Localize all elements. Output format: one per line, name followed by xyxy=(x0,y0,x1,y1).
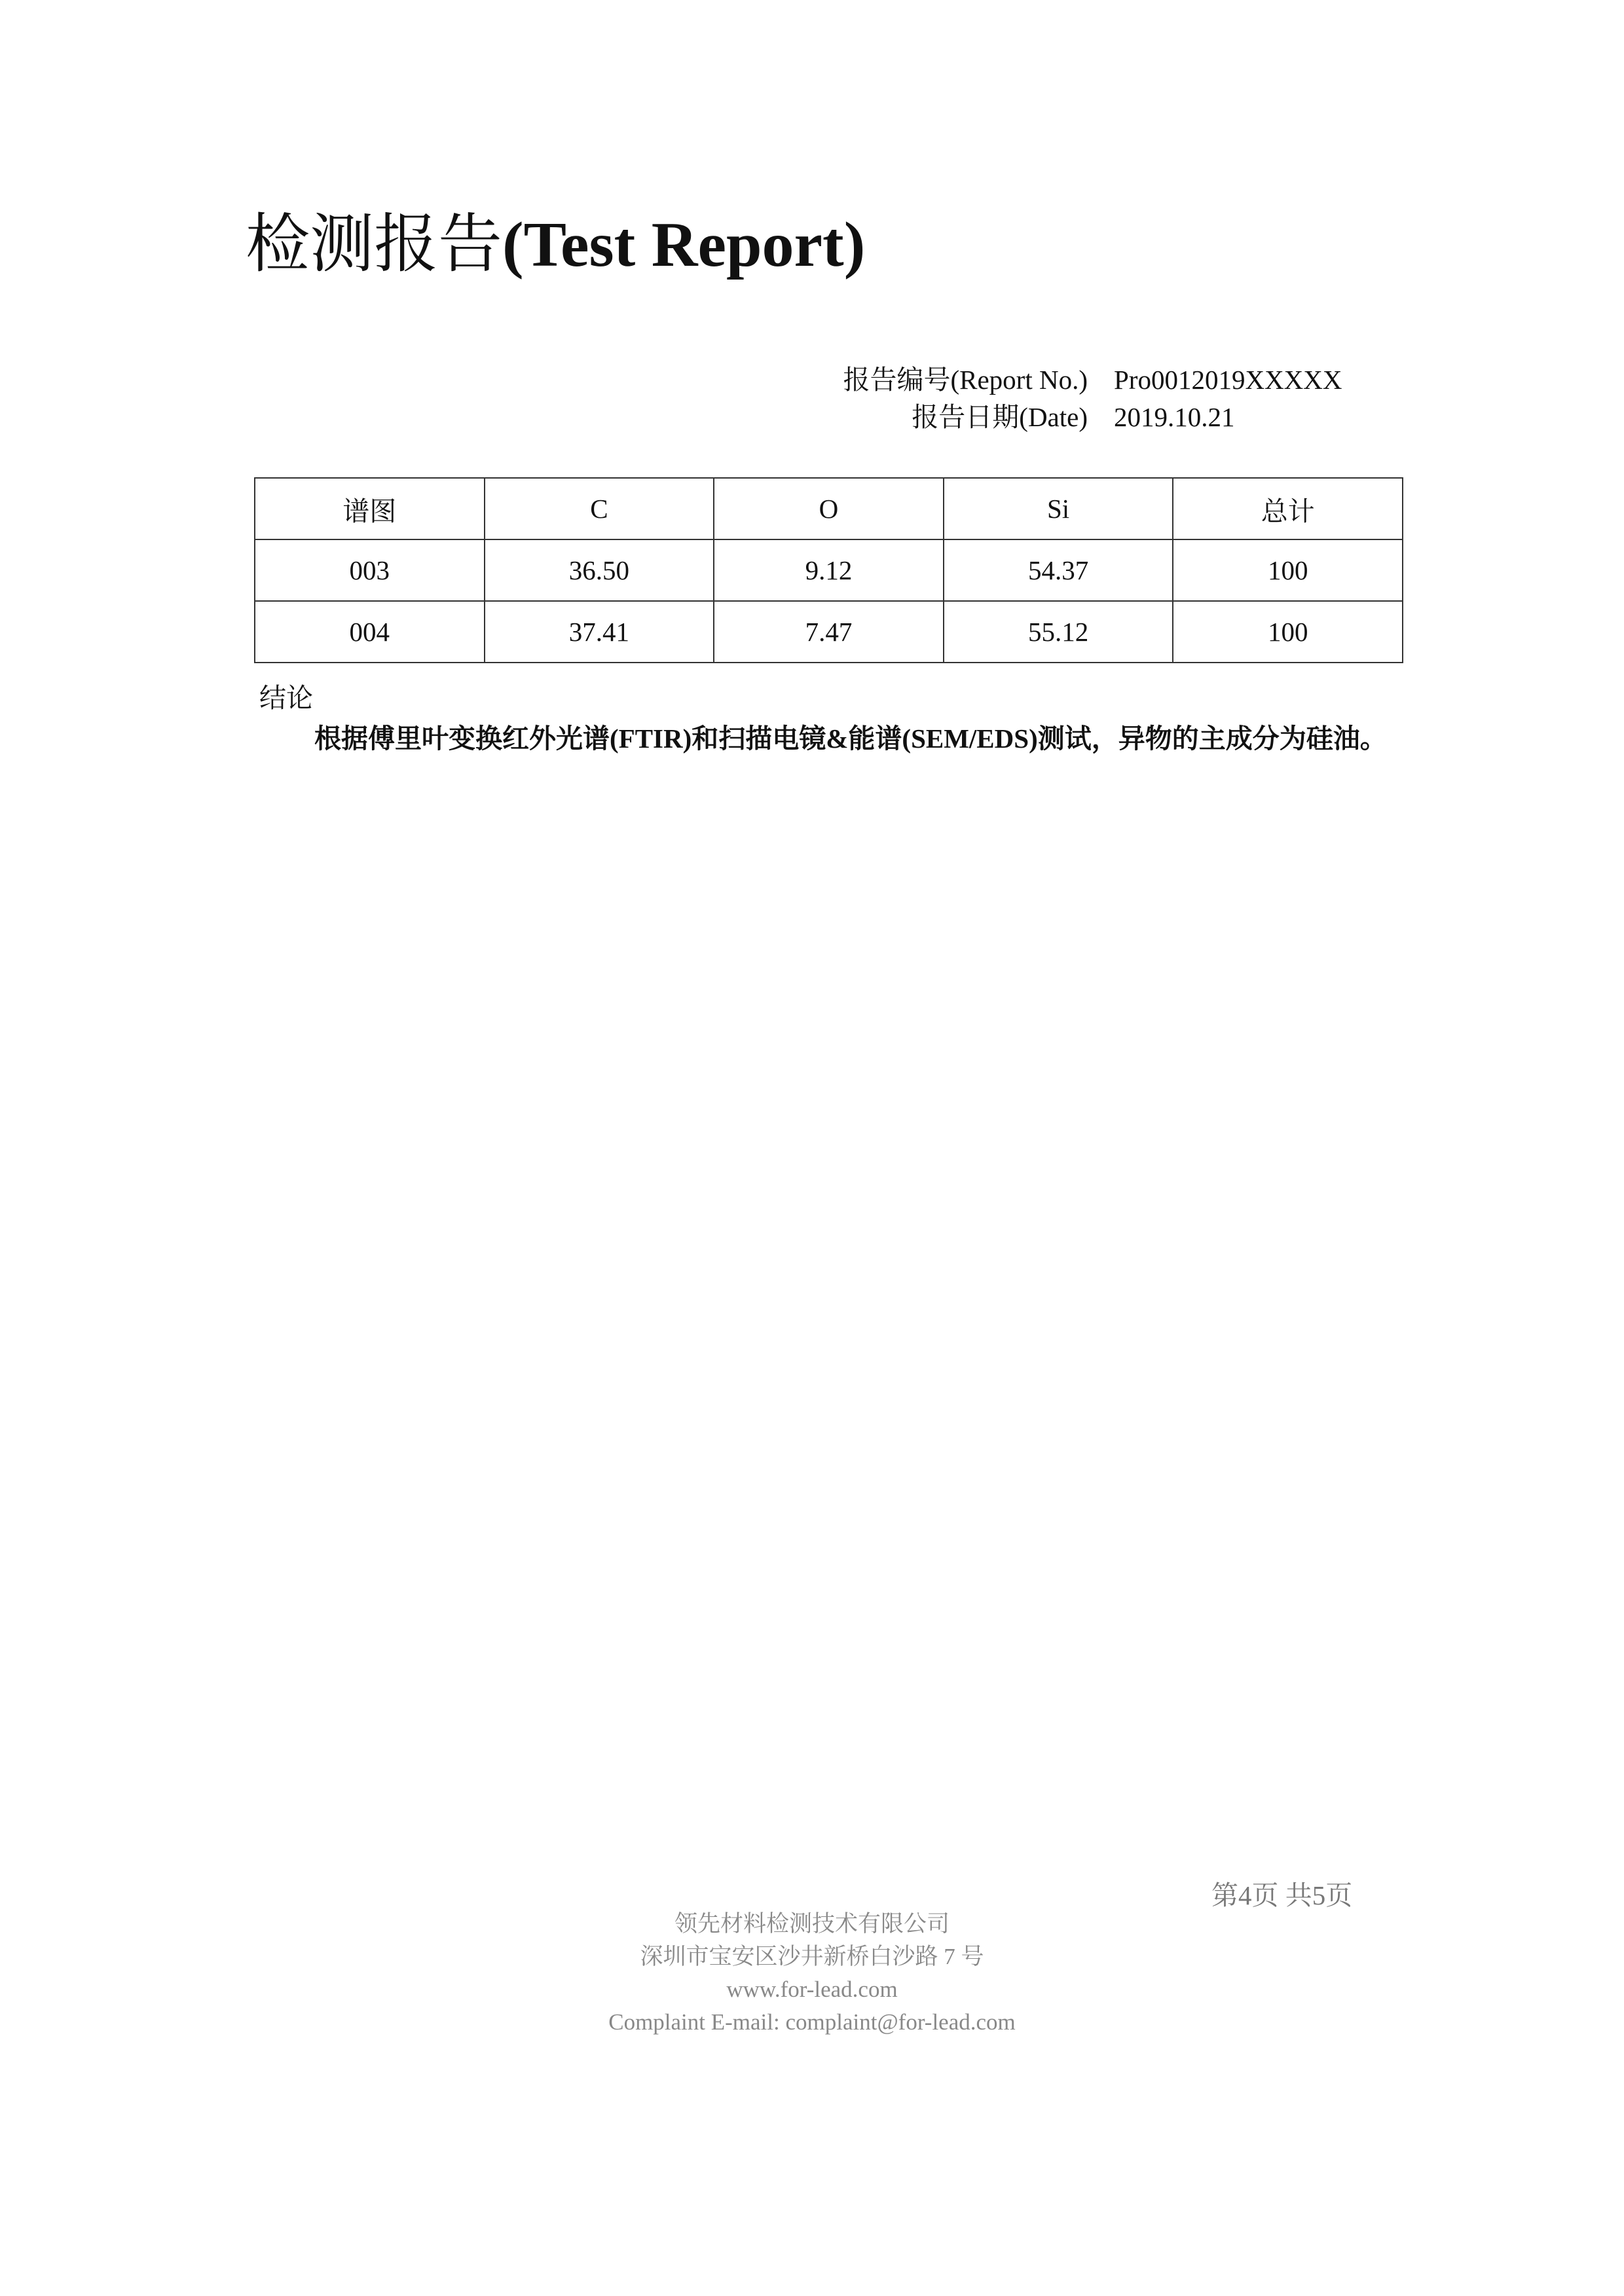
table-header-row xyxy=(255,478,1403,539)
table-cell-spectrum: 003 xyxy=(255,539,485,601)
composition-table xyxy=(254,477,1403,663)
column-header-total: 总计 xyxy=(1173,478,1403,539)
table-row xyxy=(255,539,1403,601)
table-cell-total: 100 xyxy=(1173,539,1403,601)
page-footer xyxy=(419,1908,1205,2039)
conclusion-text: 根据傅里叶变换红外光谱(FTIR)和扫描电镜&能谱(SEM/EDS)测试，异物的主成分为硅油。 xyxy=(314,723,1387,754)
report-number-value: Pro0012019XXXXX xyxy=(1114,365,1342,395)
report-date-value: 2019.10.21 xyxy=(1114,402,1235,432)
page-number: 第4页 共5页 xyxy=(1211,1880,1353,1910)
table-cell-spectrum: 004 xyxy=(255,601,485,663)
report-number-label: 报告编号(Report No.) xyxy=(843,365,1088,395)
column-header-silicon: Si xyxy=(944,478,1173,539)
footer-company-name: 领先材料检测技术有限公司 xyxy=(674,1911,950,1937)
report-title xyxy=(246,208,865,282)
conclusion-section xyxy=(254,678,1403,759)
column-header-oxygen: O xyxy=(714,478,944,539)
column-header-spectrum: 谱图 xyxy=(255,478,485,539)
table-cell-oxygen: 7.47 xyxy=(714,601,944,663)
table-cell-oxygen: 9.12 xyxy=(714,539,944,601)
footer-website: www.for-lead.com xyxy=(726,1977,898,2002)
table-cell-silicon: 55.12 xyxy=(944,601,1173,663)
table-cell-silicon: 54.37 xyxy=(944,539,1173,601)
footer-email: Complaint E-mail: complaint@for-lead.com xyxy=(608,2009,1016,2035)
report-number-row xyxy=(720,361,1441,399)
table-cell-total: 100 xyxy=(1173,601,1403,663)
conclusion-heading: 结论 xyxy=(259,683,313,713)
report-title-en: (Test Report) xyxy=(502,210,866,280)
report-title-cn: 检测报告 xyxy=(246,210,503,280)
column-header-carbon: C xyxy=(485,478,714,539)
report-date-label: 报告日期(Date) xyxy=(912,402,1088,432)
report-date-row xyxy=(720,399,1441,436)
table-row xyxy=(255,601,1403,663)
table-cell-carbon: 37.41 xyxy=(485,601,714,663)
table-cell-carbon: 36.50 xyxy=(485,539,714,601)
footer-address: 深圳市宝安区沙井新桥白沙路 7 号 xyxy=(640,1944,984,1969)
report-meta xyxy=(720,361,1441,436)
